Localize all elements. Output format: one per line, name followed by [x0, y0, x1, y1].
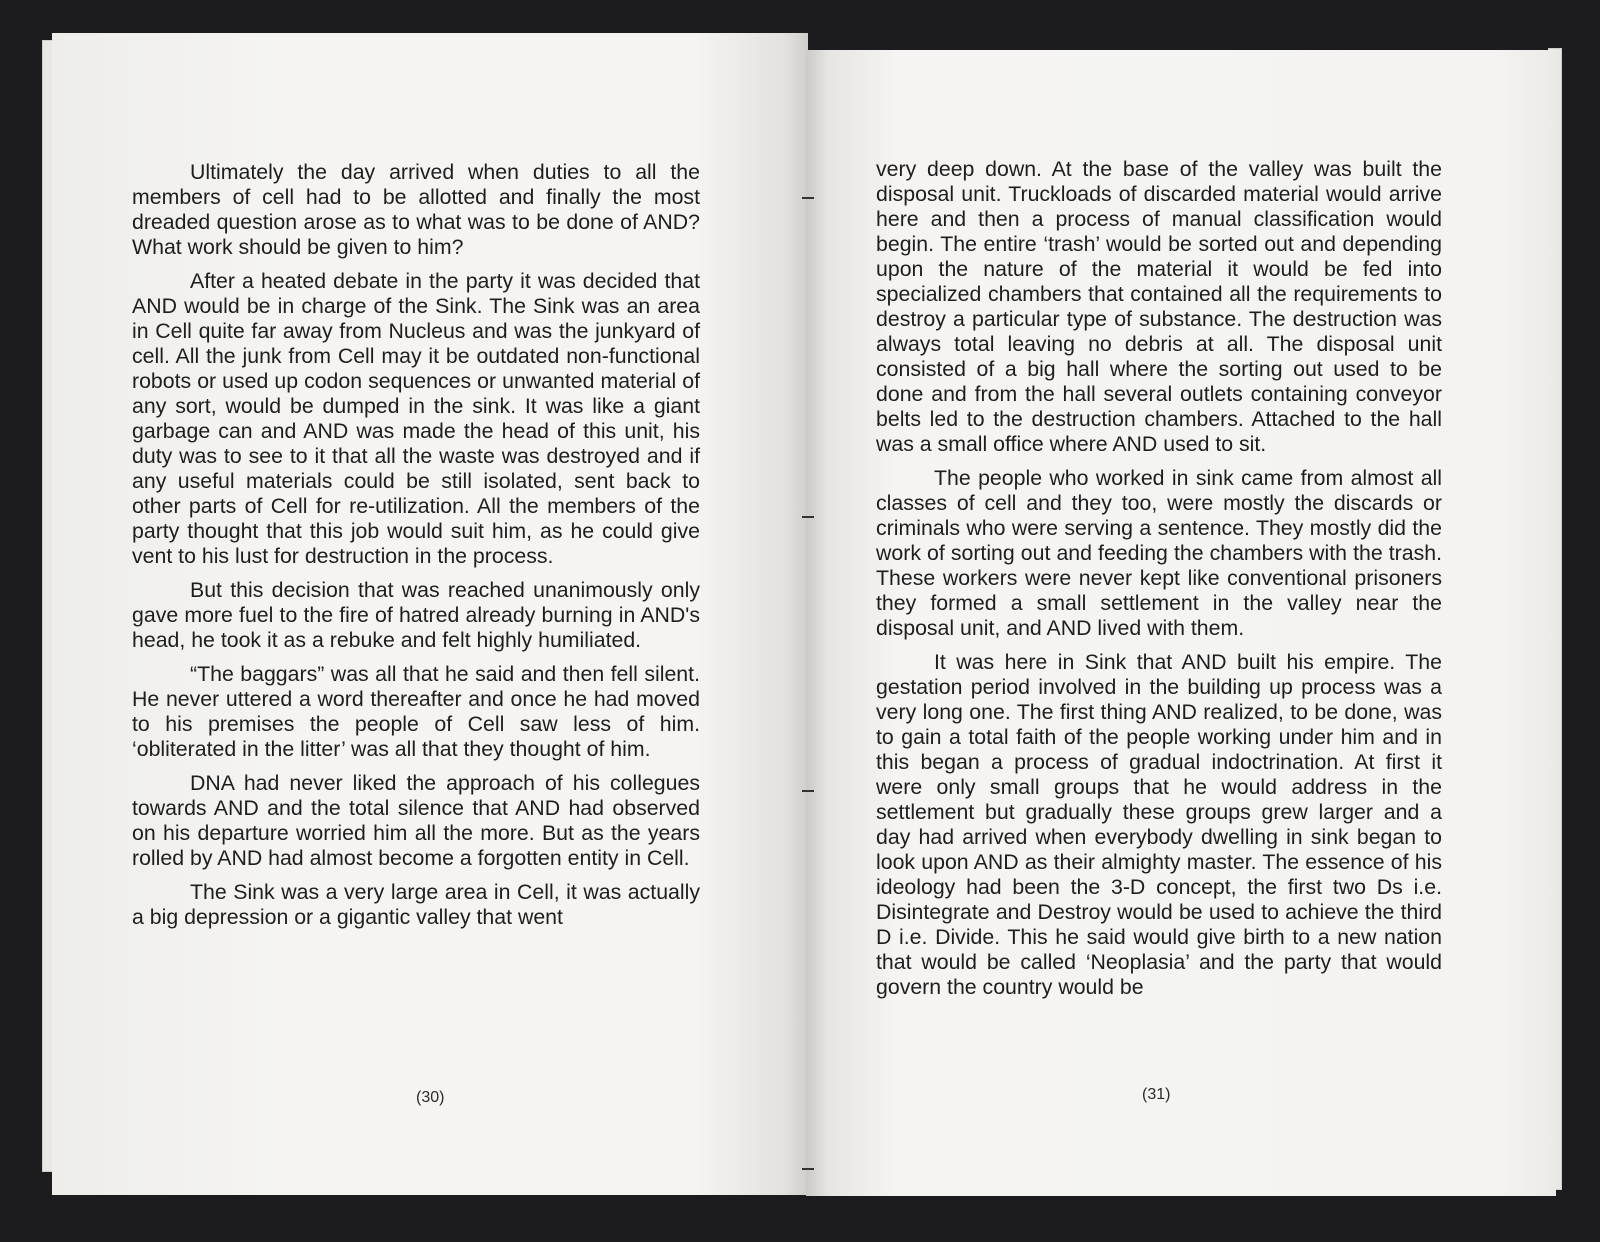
left-paragraph-4: “The baggars” was all that he said and then fell silent. He never uttered a word thereafter and once he had moved to his premises the people of Cell saw less of him. ‘obliterated in the litter’ was all that they thought of him.	[132, 662, 700, 761]
left-page	[52, 33, 808, 1195]
left-paragraph-3: But this decision that was reached unanimously only gave more fuel to the fire of hatred already burning in AND's head, he took it as a rebuke and felt highly humiliated.	[132, 578, 700, 652]
binding-stitch	[802, 1168, 814, 1170]
left-page-number: (30)	[416, 1089, 445, 1106]
right-paragraph-1: The people who worked in sink came from almost all classes of cell and they too, were mostly the discards or criminals who were serving a sentence. They mostly did the work of sorting out and feeding the chambers with the trash. These workers were never kept like conventional prisoners they formed a small settlement in the valley near the disposal unit, and AND lived with them.	[876, 466, 1442, 640]
left-paragraph-5: DNA had never liked the approach of his collegues towards AND and the total silence that AND had observed on his departure worried him all the more. But as the years rolled by AND had almost become a forgotten entity in Cell.	[132, 771, 700, 870]
right-paragraph-2: It was here in Sink that AND built his empire. The gestation period involved in the building up process was a very long one. The first thing AND realized, to be done, was to gain a total faith of the people working under him and in this began a process of gradual indoctrination. At first it were only small groups that he would address in the settlement but gradually these groups grew larger and a day had arrived when everybody dwelling in sink began to look upon AND as their almighty master. The essence of his ideology had been the 3-D concept, the first two Ds i.e. Disintegrate and Destroy would be used to achieve the third D i.e. Divide. This he said would give birth to a new nation that would be called ‘Neoplasia’ and the party that would govern the country would be	[876, 650, 1442, 999]
left-paragraph-1: Ultimately the day arrived when duties to all the members of cell had to be allotted and finally the most dreaded question arose as to what was to be done of AND? What work should be given to him?	[132, 160, 700, 259]
binding-stitch	[802, 790, 814, 792]
left-page-text	[132, 160, 700, 939]
right-continuation-paragraph: very deep down. At the base of the valley was built the disposal unit. Truckloads of discarded material would arrive here and then a process of manual classification would begin. The entire ‘trash’ would be sorted out and depending upon the nature of the material it would be fed into specialized chambers that contained all the requirements to destroy a particular type of substance. The destruction was always total leaving no debris at all. The disposal unit consisted of a big hall where the sorting out used to be done and from the hall several outlets containing conveyor belts led to the destruction chambers. Attached to the hall was a small office where AND used to sit.	[876, 157, 1442, 456]
binding-stitch	[802, 516, 814, 518]
left-paragraph-6: The Sink was a very large area in Cell, it was actually a big depression or a gigantic valley that went	[132, 880, 700, 929]
right-page	[806, 50, 1556, 1196]
right-page-number: (31)	[1142, 1086, 1171, 1103]
binding-stitch	[802, 197, 814, 199]
left-paragraph-2: After a heated debate in the party it was decided that AND would be in charge of the Sink. The Sink was an area in Cell quite far away from Nucleus and was the junkyard of cell. All the junk from Cell may it be outdated non-functional robots or used up codon sequences or unwanted material of any sort, would be dumped in the sink. It was like a giant garbage can and AND was made the head of this unit, his duty was to see to it that all the waste was destroyed and if any useful materials could be still isolated, sent back to other parts of Cell for re-utilization. All the members of the party thought that this job would suit him, as he could give vent to his lust for destruction in the process.	[132, 269, 700, 568]
right-page-text	[876, 157, 1442, 1009]
